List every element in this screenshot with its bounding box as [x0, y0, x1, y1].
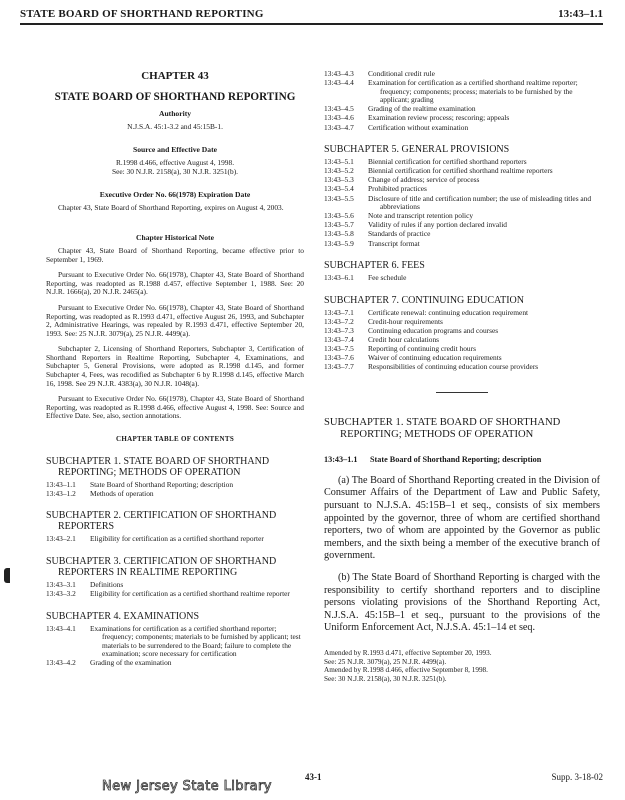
toc-entry-description: Biennial certification for certified shorthand reporters — [368, 157, 527, 167]
toc-entry-number: 13:43–7.2 — [324, 316, 354, 326]
toc-entry-description: Change of address; service of process — [368, 175, 480, 185]
toc-entry — [324, 124, 600, 133]
section-title: State Board of Shorthand Reporting; description — [370, 454, 542, 464]
page-number: 43-1 — [305, 772, 322, 782]
toc-subchapter-heading: SUBCHAPTER 6. FEES — [324, 260, 425, 272]
toc-entry-description: Note and transcript retention policy — [368, 211, 474, 221]
amendment-line: See: 30 N.J.R. 2158(a), 30 N.J.R. 3251(b). — [324, 674, 447, 683]
paragraph-b: (b) The State Board of Shorthand Reporting is charged with the responsibility to certify shorthand reporters and to discipline persons violating provisions of the Shorthand Reporting Act, N.J.S.A. 45:15B–1 et seq., pursuant to the provisions of the Uniform Enforcement Act, N.J.S.A. 45:1–14 et seq. — [324, 572, 600, 634]
toc-entry-number: 13:43–4.5 — [324, 104, 354, 114]
toc-entry-number: 13:43–5.9 — [324, 238, 354, 248]
historical-note-p1: Chapter 43, State Board of Shorthand Reporting, became effective prior to September 1, 1969. — [46, 245, 304, 264]
toc-entry-description: Continuing education programs and courses — [368, 325, 499, 335]
toc-entry-description: Prohibited practices — [368, 184, 427, 194]
toc-entry-description: Certificate renewal: continuing education requirement — [368, 307, 529, 317]
toc-entry-number: 13:43–4.2 — [46, 658, 76, 668]
toc-heading: CHAPTER TABLE OF CONTENTS — [115, 435, 235, 444]
section-number: 13:43–1.1 — [324, 454, 358, 464]
toc-continued-entries — [324, 70, 600, 132]
amendment-line: Amended by R.1998 d.466, effective September 8, 1998. — [324, 666, 488, 675]
historical-note-p5: Pursuant to Executive Order No. 66(1978), Chapter 43, State Board of Shorthand Reporting, was readopted as R.1998 d.466, effective August 4, 1998. See: Source and Effective Date. See, also, section annotations. — [46, 394, 304, 421]
toc-entry-description: Standards of practice — [368, 229, 431, 239]
toc-subchapter — [324, 295, 600, 372]
toc-entry-description: Reporting of continuing credit hours — [368, 344, 476, 354]
toc-entry-description: Fee schedule — [368, 273, 407, 283]
toc-subchapter — [46, 510, 304, 544]
toc-entry — [324, 221, 600, 230]
toc-entry-description: State Board of Shorthand Reporting; description — [90, 479, 234, 489]
subchapter-1-heading: SUBCHAPTER 1. STATE BOARD OF SHORTHAND REPORTING; METHODS OF OPERATION — [324, 416, 561, 440]
toc-entry-number: 13:43–5.3 — [324, 175, 354, 185]
toc-entry-number: 13:43–4.4 — [324, 78, 354, 88]
amendment-line: See: 25 N.J.R. 3079(a), 25 N.J.R. 4499(a). — [324, 657, 447, 666]
toc-entry-number: 13:43–3.2 — [46, 589, 76, 598]
toc-entry-description: Disclosure of title and certification number; the use of misleading titles and abbreviations — [368, 193, 592, 212]
source-line-1: R.1998 d.466, effective August 4, 1998. — [115, 157, 235, 167]
toc-entry-number: 13:43–7.3 — [324, 325, 354, 335]
toc-subchapter-heading: SUBCHAPTER 5. GENERAL PROVISIONS — [324, 144, 510, 156]
authority-text: N.J.S.A. 45:1-3.2 and 45:15B-1. — [127, 121, 223, 131]
toc-subchapter-heading: SUBCHAPTER 2. CERTIFICATION OF SHORTHAND REPORTERS — [46, 510, 277, 533]
chapter-number: CHAPTER 43 — [141, 70, 209, 82]
toc-entry-number: 13:43–5.6 — [324, 211, 354, 221]
toc-entry-number: 13:43–5.4 — [324, 184, 354, 194]
exec-order-heading: Executive Order No. 66(1978) Expiration Date — [99, 190, 251, 200]
toc-entry-description: Grading of the realtime examination — [368, 104, 476, 114]
toc-entry-description: Grading of the examination — [90, 658, 172, 668]
toc-entry-number: 13:43–4.1 — [46, 623, 76, 633]
toc-entry-description: Responsibilities of continuing education course providers — [368, 362, 539, 372]
toc-entry — [324, 327, 600, 336]
paragraph-a: (a) The Board of Shorthand Reporting created in the Division of Consumer Affairs of the Department of Law and Public Safety, pursuant to N.J.S.A. 45:15B–1 et seq., consists of six members appointed by the governor, three of whom are certified shorthand reporters, two of whom are appointed by the Governor as public members, and the sixth being a member of the executive branch of government. — [324, 474, 600, 562]
toc-entry — [324, 114, 600, 123]
toc-entry-description: Credit-hour requirements — [368, 316, 443, 326]
toc-entry-number: 13:43–7.7 — [324, 362, 354, 372]
toc-entry-number: 13:43–1.2 — [46, 488, 76, 498]
toc-entry-number: 13:43–3.1 — [46, 579, 76, 589]
toc-entry-description: Certification without examination — [368, 122, 469, 132]
toc-entry-number: 13:43–7.5 — [324, 344, 354, 354]
toc-entry — [324, 176, 600, 185]
running-header-title: STATE BOARD OF SHORTHAND REPORTING — [20, 8, 264, 20]
library-watermark: New Jersey State Library — [102, 779, 272, 794]
toc-entry-description: Examinations for certification as a certified shorthand reporter; frequency; components; materials to be furnished by applicant; test materials to be surrendered to the Board; failure to complete the examination; score necessary for certification — [90, 623, 301, 659]
toc-entry-number: 13:43–1.1 — [46, 479, 76, 489]
toc-entry-number: 13:43–7.1 — [324, 307, 354, 317]
toc-entry-number: 13:43–7.6 — [324, 353, 354, 363]
source-line-2: See: 30 N.J.R. 2158(a), 30 N.J.R. 3251(b). — [111, 166, 239, 176]
toc-entry — [324, 185, 600, 194]
toc-entry-number: 13:43–4.3 — [324, 69, 354, 78]
toc-entry — [324, 195, 600, 212]
binder-hole-mark — [4, 568, 10, 583]
toc-entry — [46, 490, 304, 499]
historical-note-p3: Pursuant to Executive Order No. 66(1978), Chapter 43, State Board of Shorthand Reporting, was readopted as R.1993 d.471, effective August 26, 1993, and Subchapter 2, Administrative Hearings, was repealed by R.1993 d.471, effective September 20, 1993. See: 25 N.J.R. 3079(a), 25 N.J.R. 4499(a). — [46, 302, 304, 338]
toc-entry — [46, 481, 304, 490]
toc-entry-description: Methods of operation — [90, 488, 154, 498]
toc-entry — [324, 363, 600, 372]
toc-entry-number: 13:43–5.2 — [324, 166, 354, 176]
toc-subchapter-heading: SUBCHAPTER 1. STATE BOARD OF SHORTHAND REPORTING; METHODS OF OPERATION — [46, 455, 270, 478]
toc-entry-number: 13:43–6.1 — [324, 273, 354, 283]
toc-entry-description: Conditional credit rule — [368, 69, 435, 78]
toc-entry — [46, 659, 304, 668]
section-divider — [436, 392, 488, 393]
amendment-line: Amended by R.1993 d.471, effective September 20, 1993. — [324, 648, 492, 657]
right-column — [324, 70, 600, 683]
amendment-notes — [324, 649, 600, 683]
toc-entry-number: 13:43–5.8 — [324, 229, 354, 239]
exec-order-text: Chapter 43, State Board of Shorthand Reporting, expires on August 4, 2003. — [58, 202, 284, 212]
table-of-contents — [46, 456, 304, 668]
toc-entry-description: Eligibility for certification as a certified shorthand reporter — [90, 534, 264, 544]
toc-subchapter — [46, 611, 304, 668]
toc-subchapter — [324, 260, 600, 283]
toc-entry-number: 13:43–5.7 — [324, 220, 354, 230]
source-heading: Source and Effective Date — [132, 145, 217, 155]
running-header-section: 13:43–1.1 — [558, 8, 603, 20]
historical-note-heading: Chapter Historical Note — [136, 233, 214, 243]
header-rule — [20, 23, 603, 25]
toc-entry-description: Definitions — [90, 579, 124, 589]
toc-entry-description: Biennial certification for certified shorthand realtime reporters — [368, 166, 553, 176]
toc-entry-number: 13:43–5.1 — [324, 157, 354, 167]
toc-entry-description: Validity of rules if any portion declared invalid — [368, 220, 507, 230]
toc-subchapter — [324, 144, 600, 248]
chapter-title: STATE BOARD OF SHORTHAND REPORTING — [54, 90, 296, 103]
authority-heading: Authority — [158, 109, 192, 119]
toc-subchapter — [46, 556, 304, 599]
toc-subchapter — [46, 456, 304, 499]
toc-subchapter-heading: SUBCHAPTER 7. CONTINUING EDUCATION — [324, 294, 524, 306]
toc-entry — [46, 625, 304, 659]
left-column — [46, 72, 304, 680]
supplement-date: Supp. 3-18-02 — [551, 772, 603, 782]
toc-entry-description: Waiver of continuing education requirements — [368, 353, 502, 363]
toc-entry-description: Eligibility for certification as a certified shorthand realtime reporter — [90, 589, 290, 598]
toc-entry-description: Transcript format — [368, 238, 420, 248]
toc-subchapter-heading: SUBCHAPTER 4. EXAMINATIONS — [46, 610, 200, 622]
toc-entry-description: Credit hour calculations — [368, 334, 440, 344]
toc-entry-number: 13:43–7.4 — [324, 334, 354, 344]
toc-entry — [324, 309, 600, 318]
toc-entry — [324, 240, 600, 249]
section-heading — [324, 455, 600, 465]
toc-entry — [46, 535, 304, 544]
table-of-contents-continued — [324, 144, 600, 372]
historical-note-p4: Subchapter 2, Licensing of Shorthand Reporters, Subchapter 3, Certification of Shorthand Reporters in Realtime Reporting, Subchapter 4, Examinations, and Subchapter 5, General Provisions, were adopted as R.1998 d.145, and former Subchapter 4, Fees, was recodified as Subchapter 6 by R.1998 d.145, effective March 16, 1998. See 29 N.J.R. 4383(a), 30 N.J.R. 1048(a). — [46, 344, 304, 388]
toc-entry-number: 13:43–4.6 — [324, 113, 354, 123]
toc-entry-number: 13:43–4.7 — [324, 122, 354, 132]
toc-entry-number: 13:43–2.1 — [46, 534, 76, 544]
toc-entry — [324, 230, 600, 239]
toc-entry-number: 13:43–5.5 — [324, 193, 354, 203]
toc-entry — [46, 590, 304, 599]
toc-entry-description: Examination for certification as a certified shorthand realtime reporter; frequency; components; process; materials to be furnished by the applicant; grading — [368, 78, 578, 105]
toc-entry — [324, 274, 600, 283]
toc-entry-description: Examination review process; rescoring; appeals — [368, 113, 510, 123]
historical-note-p2: Pursuant to Executive Order No. 66(1978), Chapter 43, State Board of Shorthand Reporting, was readopted as R.1988 d.457, effective September 1, 1988. See: 20 N.J.R. 1666(a), 20 N.J.R. 2465(a). — [46, 270, 304, 297]
toc-subchapter-heading: SUBCHAPTER 3. CERTIFICATION OF SHORTHAND REPORTERS IN REALTIME REPORTING — [46, 555, 277, 578]
toc-entry — [324, 79, 600, 105]
